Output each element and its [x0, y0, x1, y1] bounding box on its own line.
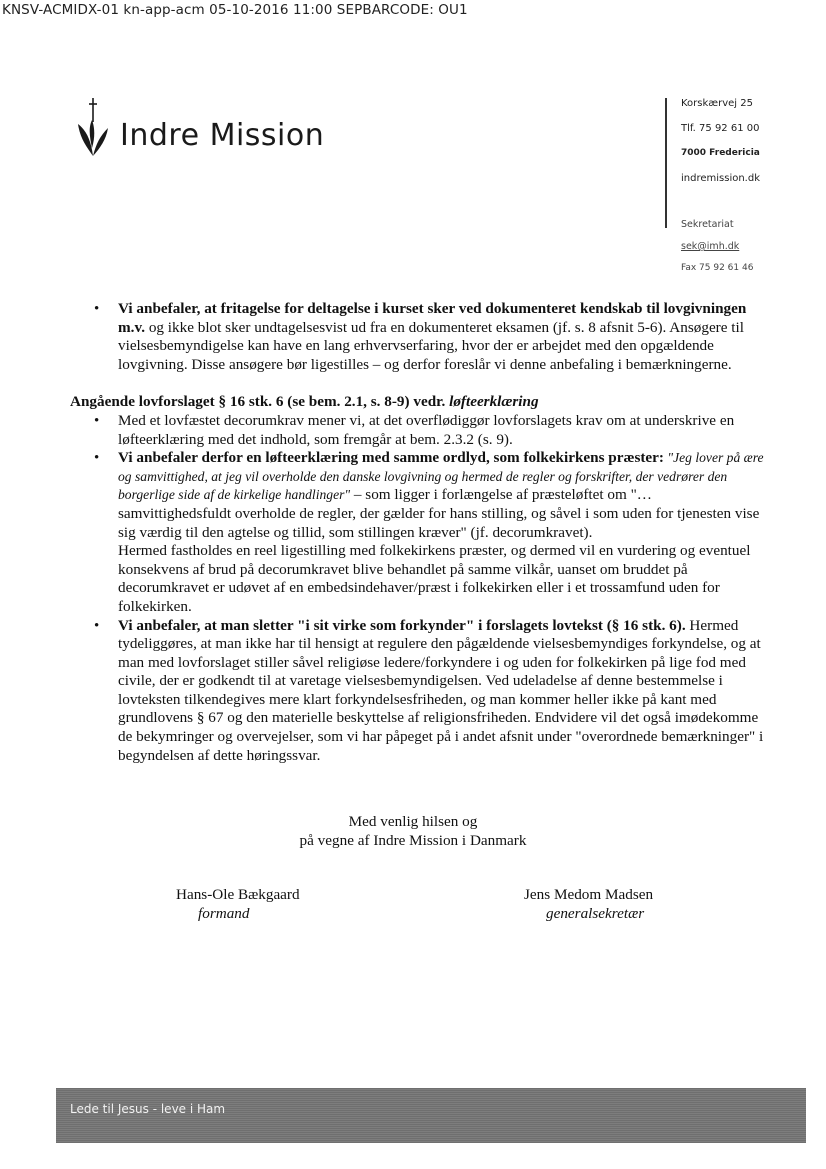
section-heading: [70, 393, 768, 412]
section-heading-italic: løfteerklæring: [449, 393, 539, 411]
bullet-list-2: [70, 412, 768, 765]
letter-body: [70, 300, 768, 765]
bullet-paragraph: Hermed fastholdes en reel ligestilling med folkekirkens præster, og dermed vil en vurdering og eventuel konsekvens af brud på decorumkravet blive behandlet på samme vilkår, uanset om bruddet på decorumkravet er udøvet af en embedsindehaver/præst i folkekirken eller i et trossamfund uden for folkekirken.: [118, 542, 751, 615]
contact-phone: Tlf. 75 92 61 00: [681, 123, 760, 134]
signer-right: [524, 885, 653, 923]
contact-dept: Sekretariat: [681, 219, 734, 230]
closing-line-1: Med venlig hilsen og: [348, 813, 478, 830]
bullet-list-1: [70, 300, 768, 374]
bullet-bold: Vi anbefaler, at man sletter "i sit virke som forkynder" i forslagets lovtekst (§ 16 stk. 6).: [118, 616, 686, 634]
contact-web[interactable]: indremission.dk: [681, 173, 760, 184]
contact-fax: Fax 75 92 61 46: [681, 263, 754, 273]
bullet-item-decorum: [70, 412, 768, 449]
bullet-item-fritagelse: [70, 300, 768, 374]
contact-email[interactable]: sek@imh.dk: [681, 241, 740, 252]
footer-motto: Lede til Jesus - leve i Ham: [70, 1102, 226, 1116]
bullet-text: – som ligger i forlængelse af præsteløftet om "… samvittighedsfuldt overholde de regler, der gælder for hans stilling, og såvel i som uden for tjenesten vise sig værdig til den agtelse og tillid, som stillingen kræver" (jf. decorumkravet).: [118, 486, 760, 541]
wheat-cross-icon: [76, 98, 110, 156]
signer-left: [176, 885, 300, 923]
contact-address: Korskærvej 25: [681, 98, 753, 109]
bullet-text: og ikke blot sker undtagelsesvist ud fra en dokumenteret eksamen (jf. s. 8 afsnit 5-6). Ansøgere til vielsesbemyndigelse kan have en lang erhvervserfaring, hvor der er arbejdet med den opgældende lovgivning. Disse ansøgere bør ligestilles – og derfor foreslår vi denne anbefaling i bemærkningerne.: [118, 318, 744, 373]
bullet-bold: Vi anbefaler, at fritagelse for deltagelse i kurset sker ved dokumenteret kendskab til lovgivningen m.v.: [118, 300, 747, 336]
signer-name: Jens Medom Madsen: [524, 886, 654, 903]
signer-title: formand: [198, 905, 250, 922]
bullet-text: Hermed tydeliggøres, at man ikke har til hensigt at regulere den pågældende vielsesbemyndiges forkyndelse, og at man med lovforslaget stiller såvel religiøse ledere/forkyndere i og uden for folkekirken på lige fod med civile, der er godkendt til at varetage vielsesbemyndigelsen. Ved udeladelse af denne bestemmelse i lovteksten tilkendegives mere klart forkyndelsesfriheden, og man kommer heller ikke på kant med grundlovens § 67 og den materielle beskyttelse af religionsfriheden. Endvidere vil det også imødekomme de bekymringer og overvejelser, som vi har påpeget på i andet afsnit under "overordnede bemærkninger" i begyndelsen af dette høringssvar.: [118, 616, 764, 764]
closing-line-2: på vegne af Indre Mission i Danmark: [299, 832, 527, 849]
logo-text: Indre Mission: [120, 117, 325, 153]
section-heading-text: Angående lovforslaget § 16 stk. 6 (se bem. 2.1, s. 8-9) vedr.: [70, 393, 450, 411]
bullet-text: Med et lovfæstet decorumkrav mener vi, at det overflødiggør lovforslagets krav om at underskrive en løfteerklæring med det indhold, som fremgår at bem. 2.3.2 (s. 9).: [118, 411, 735, 448]
contact-divider: [665, 98, 667, 228]
bullet-item-loefteerklaering: [70, 449, 768, 616]
signer-name: Hans-Ole Bækgaard: [176, 886, 300, 903]
bullet-quote: "Jeg lover på ære og samvittighed, at jeg vil overholde den danske lovgivning og hermed de regler og forskrifter, der vedrører den borgerlige side af de kirkelige handlinger": [118, 450, 764, 503]
logo: [76, 98, 324, 156]
fax-header: KNSV-ACMIDX-01 kn-app-acm 05-10-2016 11:00 SEPBARCODE: OU1: [2, 2, 468, 18]
bullet-bold: Vi anbefaler derfor en løfteerklæring med samme ordlyd, som folkekirkens præster:: [118, 449, 664, 467]
contact-city: 7000 Fredericia: [681, 148, 760, 158]
contact-block: [681, 98, 760, 273]
footer-band: [56, 1088, 806, 1143]
bullet-item-forkynder: [70, 617, 768, 766]
signer-title: generalsekretær: [546, 905, 645, 922]
closing: [0, 812, 826, 850]
